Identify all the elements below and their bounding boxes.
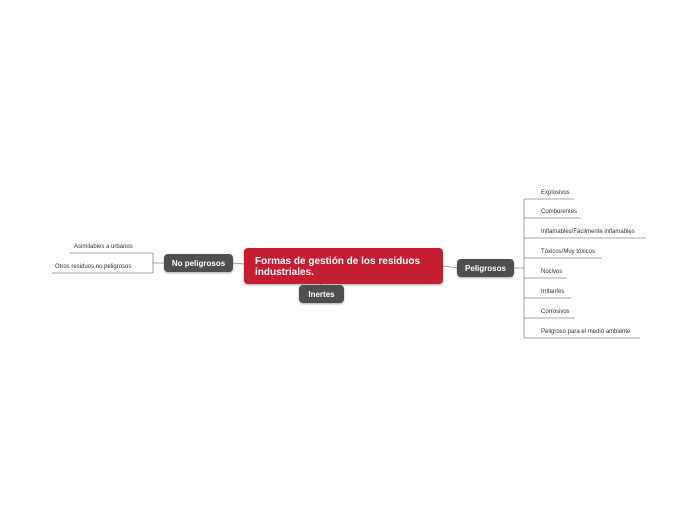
- topic-peligrosos[interactable]: [457, 259, 514, 277]
- subtopic-asimilables-urbanos[interactable]: Asimilables a urbanos: [74, 244, 133, 250]
- subtopic-peligroso-medio-ambiente[interactable]: Peligroso para el medio ambiente: [541, 329, 631, 335]
- topic-no-peligrosos[interactable]: [164, 254, 233, 272]
- topic-label: Inertes: [308, 289, 335, 299]
- connector-no-peligrosos-trunk: [153, 253, 164, 273]
- connector-central-peligrosos: [443, 266, 457, 268]
- subtopic-corrosivos[interactable]: Corrosivos: [541, 309, 570, 315]
- central-topic-label: Formas de gestión de los residuos industriales.: [255, 256, 421, 278]
- topic-inertes[interactable]: [299, 285, 344, 303]
- connector-central-no-peligrosos: [233, 263, 244, 264]
- central-topic[interactable]: [244, 248, 443, 284]
- topic-label: No peligrosos: [171, 258, 226, 268]
- subtopic-explosivos[interactable]: Explosivos: [541, 190, 570, 196]
- subtopic-comburentes[interactable]: Comburentes: [541, 209, 578, 215]
- subtopic-otros-no-peligrosos[interactable]: Otros residuos no peligrosos: [55, 264, 132, 270]
- topic-label: Peligrosos: [465, 263, 506, 273]
- subtopic-irritantes[interactable]: Irritantes: [541, 289, 565, 295]
- subtopic-nocivos[interactable]: Nocivos: [541, 269, 563, 275]
- connector-peligrosos-trunk: [514, 199, 524, 338]
- subtopic-toxicos[interactable]: Tóxicos/Muy tóxicos: [541, 249, 596, 255]
- subtopic-inflamables[interactable]: Inflamables/Fácilmente inflamables: [541, 229, 635, 235]
